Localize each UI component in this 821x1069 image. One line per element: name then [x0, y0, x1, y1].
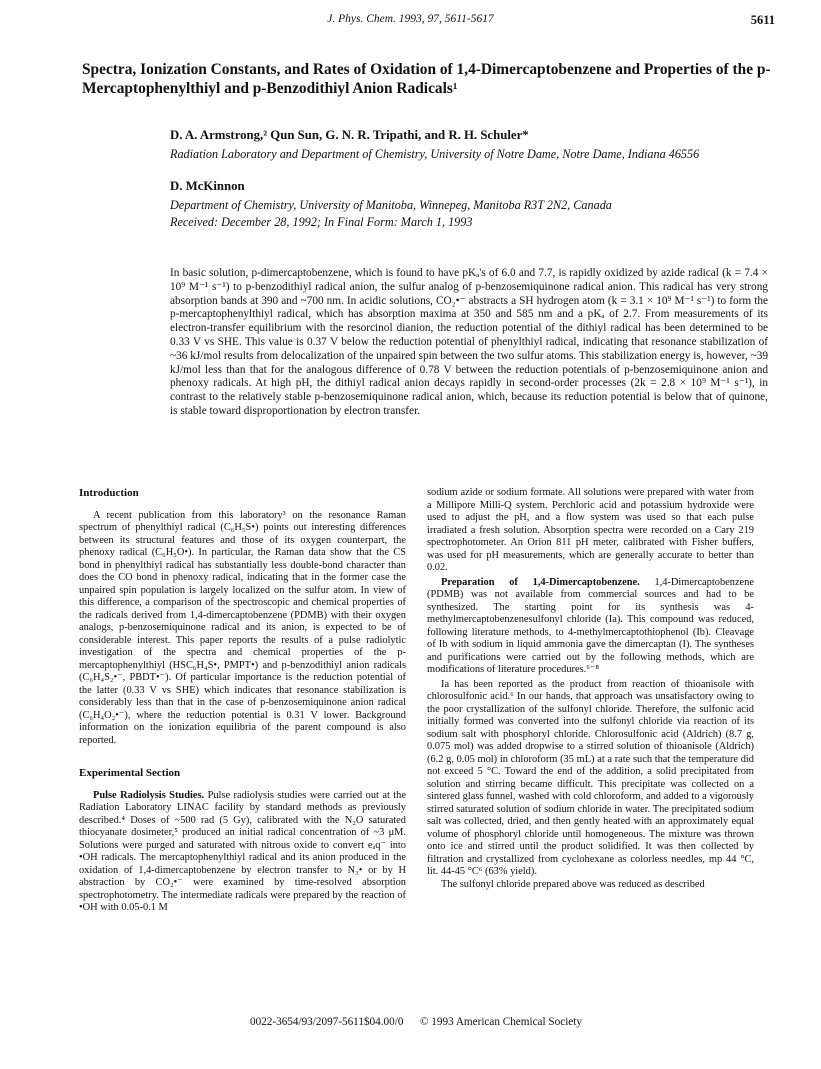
article-code: 0022-3654/93/2097-5611$04.00/0: [250, 1016, 404, 1028]
intro-paragraph: A recent publication from this laboratory³ on the resonance Raman spectrum of phenylthiyl radical (C₆H₅S•) points out interesting differences between its structural features and those of its oxygen counterpart, the phenoxy radical (C₆H₅O•). In particular, the Raman data show that the CS bond in phenylthiyl radical has substantially less double-bond character than does the CO bond in phenoxy radical, indicating that in the former case the unpaired spin population is largely localized on the sulfur atom. In view of this difference, a comparison of the spectroscopic and chemical properties of the radicals derived from 1,4-dimercaptobenzene (PDMB) with their oxygen analogs, p-benzosemiquinone radical and its anion, is expected to be of considerable interest. This paper reports the results of a pulse radiolytic investigation of the spectra and chemical properties of the p-mercaptophenylthiyl (HSC₆H₄S•, PMPT•) and p-benzodithiyl anion radicals (C₆H₄S₂•⁻, PBDT•⁻). Of particular importance is the reduction potential of the latter (0.33 V vs SHE) which indicates that resonance stabilization is considerably less than that in the case of p-benzosemiquinone anion radical (C₆H₄O₂•⁻), where the reduction potential is 0.31 V lower. Background information on the ionization equilibria of the parent compound is also reported.: [79, 509, 406, 746]
final-paragraph-line: The sulfonyl chloride prepared above was reduced as described: [441, 878, 705, 890]
pulse-radiolysis-paragraph: [79, 790, 406, 915]
abstract: In basic solution, p-dimercaptobenzene, which is found to have pKₐ's of 6.0 and 7.7, is rapidly oxidized by azide radical (k = 7.4 × 10⁹ M⁻¹ s⁻¹) to p-benzodithiyl radical anion, the sulfur analog of p-benzosemiquinone radical anion. This radical has very strong absorption bands at 390 and ~700 nm. In acidic solutions, CO₂•⁻ abstracts a SH hydrogen atom (k = 3.1 × 10⁹ M⁻¹ s⁻¹) to form the p-mercaptophenylthiyl radical, which has absorption maxima at 350 and 585 nm and a pKₐ of 2.7. From measurements of its electron-transfer equilibrium with the resorcinol dianion, the reduction potential of the dithiyl radical has been determined to be 0.33 V vs SHE. This value is 0.37 V below the reduction potential of phenylthiyl radical, indicating that resonance stabilization of ~36 kJ/mol results from delocalization of the unpaired spin between the two sulfur atoms. This stabilization energy is, however, ~39 kJ/mol less than that for the analogous difference of 0.78 V between the reduction potentials of p-benzosemiquinone anion and phenoxy radicals. At high pH, the dithiyl radical anion decays rapidly in second-order processes (2k = 2.8 × 10⁹ M⁻¹ s⁻¹), in contrast to the relatively stable p-benzosemiquinone radical anion, which, because its reduction potential is below that of quinone, is stable toward disproportionation by electron transfer.: [170, 267, 768, 417]
runin-heading: Pulse Radiolysis Studies.: [93, 789, 205, 801]
section-heading-introduction: Introduction: [79, 487, 139, 499]
paper-title: Spectra, Ionization Constants, and Rates of Oxidation of 1,4-Dimercaptobenzene and Properties of the p-Mercaptophenylthiyl and p-Benzodithiyl Anion Radicals¹: [82, 61, 771, 97]
running-head: [0, 10, 821, 32]
continued-paragraph: sodium azide or sodium formate. All solutions were prepared with water from a Millipore Milli-Q system. Perchloric acid and potassium hydroxide were used to adjust the pH, and a flow system was used so that each pulse irradiated a fresh solution. Absorption spectra were recorded on a Cary 219 spectrophotometer. An Orion 811 pH meter, calibrated with Fisher buffers, was used for pH measurements, which are generally accurate to better than 0.02.: [427, 487, 754, 573]
section-heading-experimental: Experimental Section: [79, 767, 181, 779]
preparation-paragraph: [427, 577, 754, 677]
author-names: D. A. Armstrong,² Qun Sun, G. N. R. Tripathi, and R. H. Schuler*: [170, 128, 529, 142]
author-affiliation: Radiation Laboratory and Department of Chemistry, University of Notre Dame, Notre Dame, Indiana 46556: [170, 147, 700, 161]
right-column: [427, 487, 754, 891]
synthesis-paragraph: Ia has been reported as the product from reaction of thioanisole with chlorosulfonic acid.⁶ In our hands, that approach was unsatisfactory owing to the poor crystallization of the sulfonyl chloride. Therefore, the sulfonic acid initially formed was converted into the sulfonyl chloride via reaction of its sodium salt with phosphoryl chloride. Chlorosulfonic acid (Aldrich) (8.7 g, 0.075 mol) was added dropwise to a stirred solution of thioanisole (Aldrich) (6.2 g, 0.05 mol) in chloroform (35 mL) at a rate such that the temperature did not exceed 5 °C. Toward the end of the addition, a solid precipitated from solution and stirring became difficult. This precipitate was collected on a sintered glass funnel, washed with cold chloroform, and added to a vigorously stirred saturated solution of sodium chloride in water. The precipitated sodium salt was collected, dried, and then gently heated with an approximately equal volume of phosphoryl chloride until homogeneous. The mixture was thrown onto ice and stirred until the product solidified. It was then collected by filtration and crystallized from cyclohexane as colorless needles, mp 44 °C, lit. 44-45 °C⁶ (63% yield).: [427, 678, 754, 877]
author-group-1: [170, 127, 790, 162]
received-dates: Received: December 28, 1992; In Final Form: March 1, 1993: [170, 215, 473, 229]
paragraph-body: 1,4-Dimercaptobenzene (PDMB) was not available from commercial sources and had to be synthesized. The starting point for its synthesis was 4-methylmercaptobenzenesulfonyl chloride (Ia). This compound was reduced, following literature methods, to 4-methylmercaptothiophenol (Ib). Cleavage of Ib with sodium in liquid ammonia gave the dimercaptan (I). The syntheses and purifications were carried out by the following methods, which are modifications of literature procedures.⁶⁻⁸: [427, 576, 754, 675]
author-group-2: [170, 178, 790, 230]
journal-reference: J. Phys. Chem. 1993, 97, 5611-5617: [327, 13, 494, 25]
paragraph-body: Pulse radiolysis studies were carried out at the Radiation Laboratory LINAC facility by standard methods as previously described.⁴ Doses of ~500 rad (5 Gy), calibrated with the N₂O saturated thiocyanate dosimeter,⁵ produced an initial radical concentration of ~3 μM. Solutions were purged and saturated with nitrous oxide to convert eₐq⁻ into •OH radicals. The mercaptophenylthiyl radical and its anion produced in the oxidation of 1,4-dimercaptobenzene by electron transfer to N₃• or by H abstraction by CO₂•⁻ were examined by time-resolved absorption spectrophotometry. The intermediate radicals were prepared by the reaction of •OH with 0.05-0.1 M: [79, 789, 406, 913]
author-affiliation: Department of Chemistry, University of Manitoba, Winnepeg, Manitoba R3T 2N2, Canada: [170, 198, 612, 212]
page-number: 5611: [750, 13, 775, 27]
copyright-notice: © 1993 American Chemical Society: [420, 1016, 582, 1028]
runin-heading: Preparation of 1,4-Dimercaptobenzene.: [441, 576, 640, 588]
author-names: D. McKinnon: [170, 179, 245, 193]
left-column: [79, 487, 406, 915]
